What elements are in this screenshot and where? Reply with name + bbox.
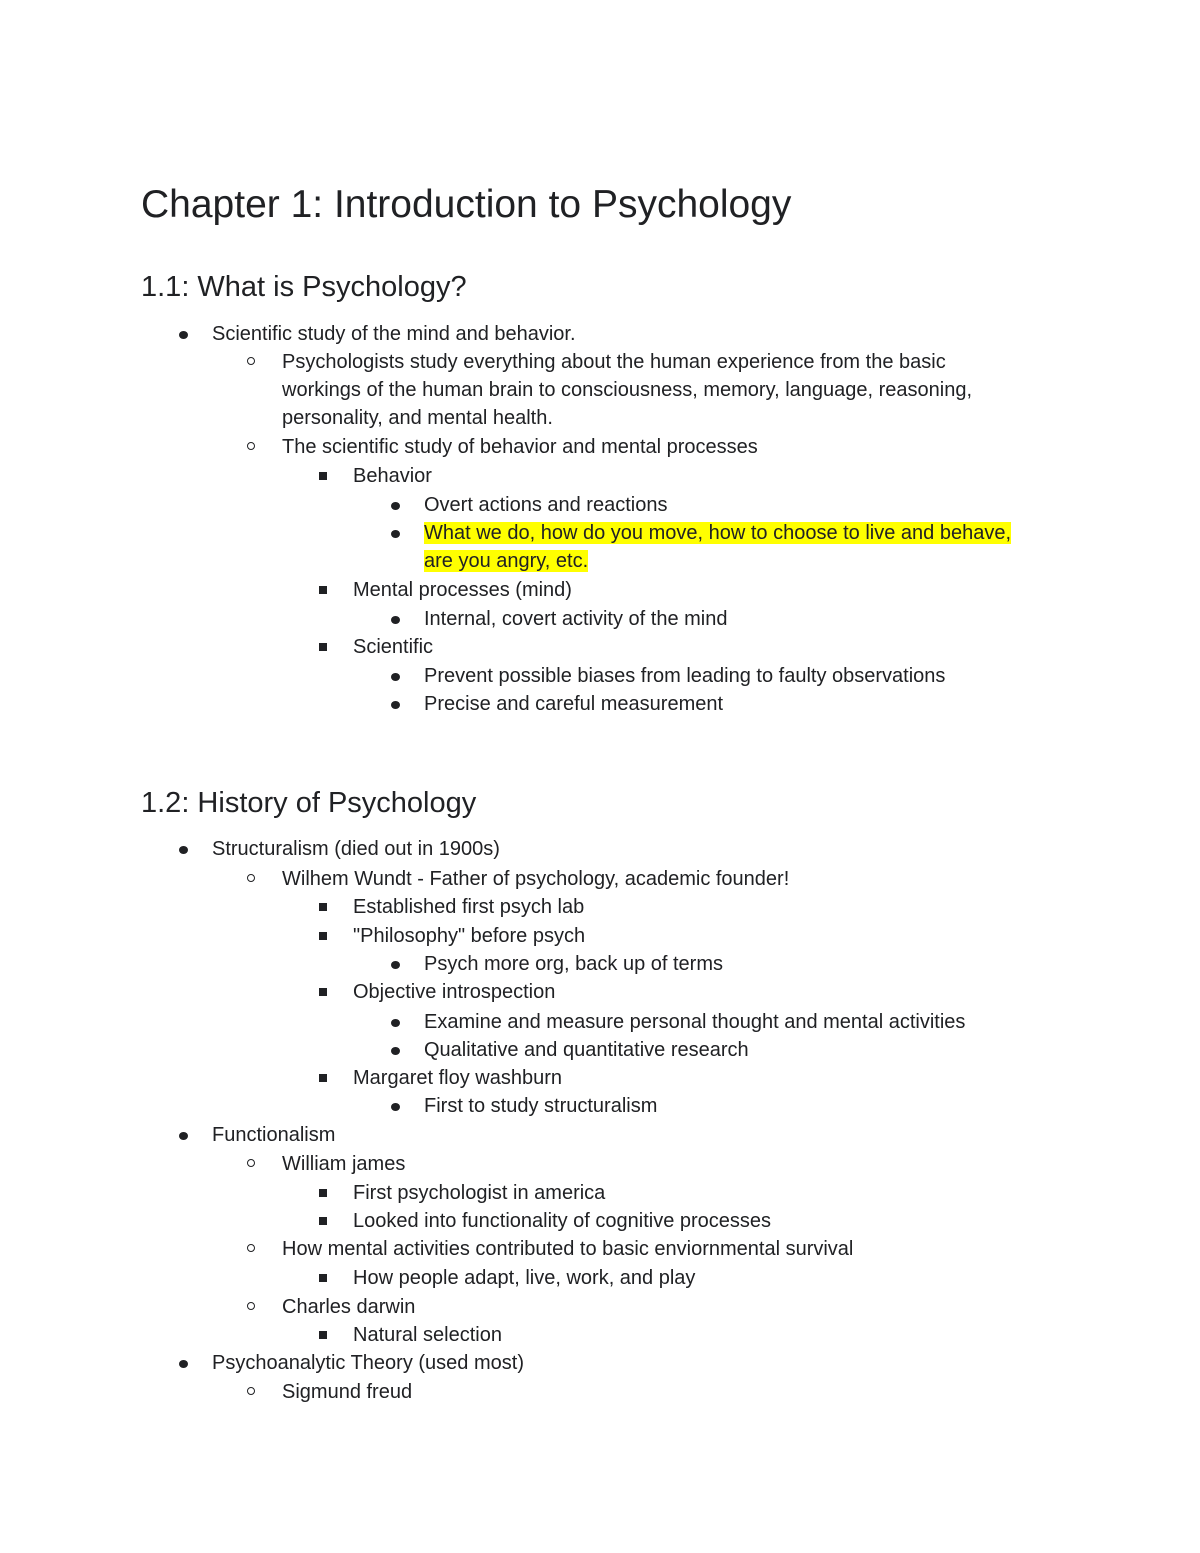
list-item [282,1150,405,1178]
bullet-disc-icon [179,331,188,339]
list-item [212,835,500,863]
bullet-disc-icon [391,530,400,538]
list-item [353,1321,502,1349]
list-item [353,576,572,604]
bullet-square-icon [319,1189,327,1197]
bullet-square-icon [319,1274,327,1282]
highlighted-text: are you angry, etc. [424,550,589,572]
bullet-circle-icon [247,357,255,365]
list-item-text: Examine and measure personal thought and mental activities [424,1011,966,1033]
section-heading-history-of-psychology: 1.2: History of Psychology [141,787,477,819]
bullet-disc-icon [391,1019,400,1027]
list-item [424,1092,657,1120]
list-item-text: Psych more org, back up of terms [424,953,724,975]
list-item-text: How mental activities contributed to basic enviornmental survival [282,1238,854,1260]
list-item [424,491,667,519]
bullet-disc-icon [179,1360,188,1368]
list-item-text: workings of the human brain to consciousness, memory, language, reasoning, [282,379,973,401]
list-item-text: Margaret floy washburn [353,1067,562,1089]
bullet-disc-icon [391,1103,400,1111]
list-item-text: Structuralism (died out in 1900s) [212,838,500,860]
list-item [282,1378,412,1406]
section-heading-what-is-psychology: 1.1: What is Psychology? [141,271,467,303]
list-item [353,922,585,950]
bullet-square-icon [319,586,327,594]
list-item-text: Scientific [353,636,434,658]
list-item-text: William james [282,1153,406,1175]
list-item [353,1064,562,1092]
list-item-text: First psychologist in america [353,1182,606,1204]
list-item [353,1207,771,1235]
list-item [282,1235,853,1263]
bullet-circle-icon [247,874,255,882]
bullet-disc-icon [391,961,400,969]
list-item-text: Precise and careful measurement [424,693,724,715]
list-item-text: Natural selection [353,1324,502,1346]
list-item-text: Behavior [353,465,432,487]
list-item-text: First to study structuralism [424,1095,658,1117]
list-item-text: Overt actions and reactions [424,494,668,516]
bullet-square-icon [319,903,327,911]
bullet-circle-icon [247,1244,255,1252]
list-item [353,978,555,1006]
list-item-text: Prevent possible biases from leading to faulty observations [424,665,946,687]
list-item-text: "Philosophy" before psych [353,925,586,947]
bullet-square-icon [319,1217,327,1225]
list-item [212,1121,335,1149]
list-item-continuation [282,404,553,432]
bullet-disc-icon [391,1047,400,1055]
list-item-text: Psychoanalytic Theory (used most) [212,1352,524,1374]
bullet-disc-icon [179,1132,188,1140]
list-item [424,519,1011,547]
chapter-title: Chapter 1: Introduction to Psychology [141,183,792,226]
list-item-text: Sigmund freud [282,1381,413,1403]
list-item [353,1264,695,1292]
bullet-circle-icon [247,1302,255,1310]
list-item [353,633,433,661]
bullet-square-icon [319,988,327,996]
bullet-circle-icon [247,442,255,450]
list-item-text: personality, and mental health. [282,407,553,429]
list-item [424,1008,965,1036]
list-item [212,320,576,348]
list-item-text: Functionalism [212,1124,336,1146]
list-item [353,893,584,921]
bullet-square-icon [319,932,327,940]
list-item [424,1036,749,1064]
list-item-text: Objective introspection [353,981,556,1003]
bullet-square-icon [319,1074,327,1082]
list-item [282,433,758,461]
list-item-text: Wilhem Wundt - Father of psychology, academic founder! [282,868,790,890]
list-item-continuation [282,376,972,404]
bullet-disc-icon [179,846,188,854]
bullet-square-icon [319,643,327,651]
bullet-circle-icon [247,1387,255,1395]
list-item [424,662,945,690]
list-item-text: Charles darwin [282,1296,416,1318]
list-item [282,348,946,376]
highlighted-text: What we do, how do you move, how to choose to live and behave, [424,522,1012,544]
list-item-text: Scientific study of the mind and behavior. [212,323,576,345]
bullet-disc-icon [391,673,400,681]
bullet-disc-icon [391,701,400,709]
list-item-text: Psychologists study everything about the human experience from the basic [282,351,946,373]
bullet-square-icon [319,472,327,480]
list-item [424,690,723,718]
list-item-text: The scientific study of behavior and mental processes [282,436,758,458]
list-item-text: Qualitative and quantitative research [424,1039,749,1061]
list-item [212,1349,524,1377]
list-item [282,865,789,893]
list-item [353,462,432,490]
list-item [353,1179,605,1207]
list-item-text: How people adapt, live, work, and play [353,1267,696,1289]
list-item [282,1293,415,1321]
list-item-text: Looked into functionality of cognitive processes [353,1210,772,1232]
list-item-text: Established first psych lab [353,896,585,918]
list-item-continuation [424,547,588,575]
list-item [424,605,727,633]
list-item [424,950,723,978]
bullet-circle-icon [247,1159,255,1167]
bullet-disc-icon [391,502,400,510]
list-item-text: Mental processes (mind) [353,579,572,601]
bullet-square-icon [319,1331,327,1339]
bullet-disc-icon [391,616,400,624]
list-item-text: Internal, covert activity of the mind [424,608,728,630]
